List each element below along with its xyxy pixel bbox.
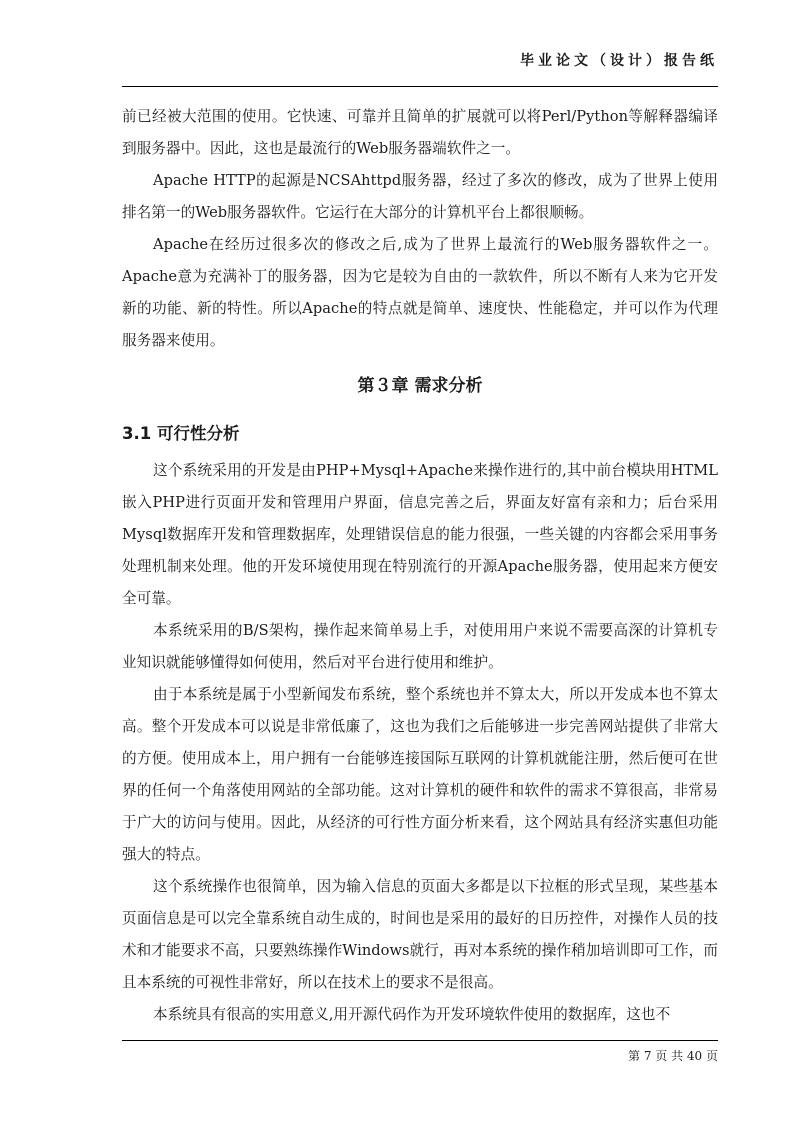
page-body [122,101,718,1031]
paragraph: 这个系统采用的开发是由PHP+Mysql+Apache来操作进行的,其中前台模块用HTML嵌入PHP进行页面开发和管理用户界面，信息完善之后，界面友好富有亲和力；后台采用Mysql数据库开发和管理数据库，处理错误信息的能力很强，一些关键的内容都会采用事务处理机制来处理。他的开发环境使用现在特别流行的开源Apache服务器，使用起来方便安全可靠。 [122,462,718,607]
header-divider [122,86,718,87]
page-header-title: 毕业论文（设计）报告纸 [520,53,718,69]
apache-features-paragraph: Apache在经历过很多次的修改之后,成为了世界上最流行的Web服务器软件之一。Apache意为充满补丁的服务器，因为它是较为自由的一款软件，所以不断有人来为它开发新的功能、新的特性。所以Apache的特点就是简单、速度快、性能稳定，并可以作为代理服务器来使用。 [122,236,718,349]
section-title: 3.1 可行性分析 [122,424,240,443]
chapter-title: 第３章 需求分析 [357,376,483,396]
intro-paragraph: 前已经被大范围的使用。它快速、可靠并且简单的扩展就可以将Perl/Python等解释器编译到服务器中。因此，这也是最流行的Web服务器端软件之一。 [122,108,718,157]
apache-origin-paragraph: Apache HTTP的起源是NCSAhttpd服务器，经过了多次的修改，成为了世界上使用排名第一的Web服务器软件。它运行在大部分的计算机平台上都很顺畅。 [122,172,718,221]
page-number: 第 7 页 共 40 页 [628,1049,718,1063]
footer-divider [122,1040,718,1041]
paragraph: 由于本系统是属于小型新闻发布系统，整个系统也并不算太大，所以开发成本也不算太高。整个开发成本可以说是非常低廉了，这也为我们之后能够进一步完善网站提供了非常大的方便。使用成本上，用户拥有一台能够连接国际互联网的计算机就能注册，然后便可在世界的任何一个角落使用网站的全部功能。这对计算机的硬件和软件的需求不算很高，非常易于广大的访问与使用。因此，从经济的可行性方面分析来看，这个网站具有经济实惠但功能强大的特点。 [122,686,718,863]
paragraph: 本系统采用的B/S架构，操作起来简单易上手，对使用用户来说不需要高深的计算机专业知识就能够懂得如何使用，然后对平台进行使用和维护。 [122,622,718,671]
paragraph: 这个系统操作也很简单，因为输入信息的页面大多都是以下拉框的形式呈现，某些基本页面信息是可以完全靠系统自动生成的，时间也是采用的最好的日历控件，对操作人员的技术和才能要求不高，只要熟练操作Windows就行，再对本系统的操作稍加培训即可工作，而且本系统的可视性非常好，所以在技术上的要求不是很高。 [122,878,718,991]
paragraph: 本系统具有很高的实用意义,用开源代码作为开发环境软件使用的数据库，这也不 [153,1006,671,1023]
